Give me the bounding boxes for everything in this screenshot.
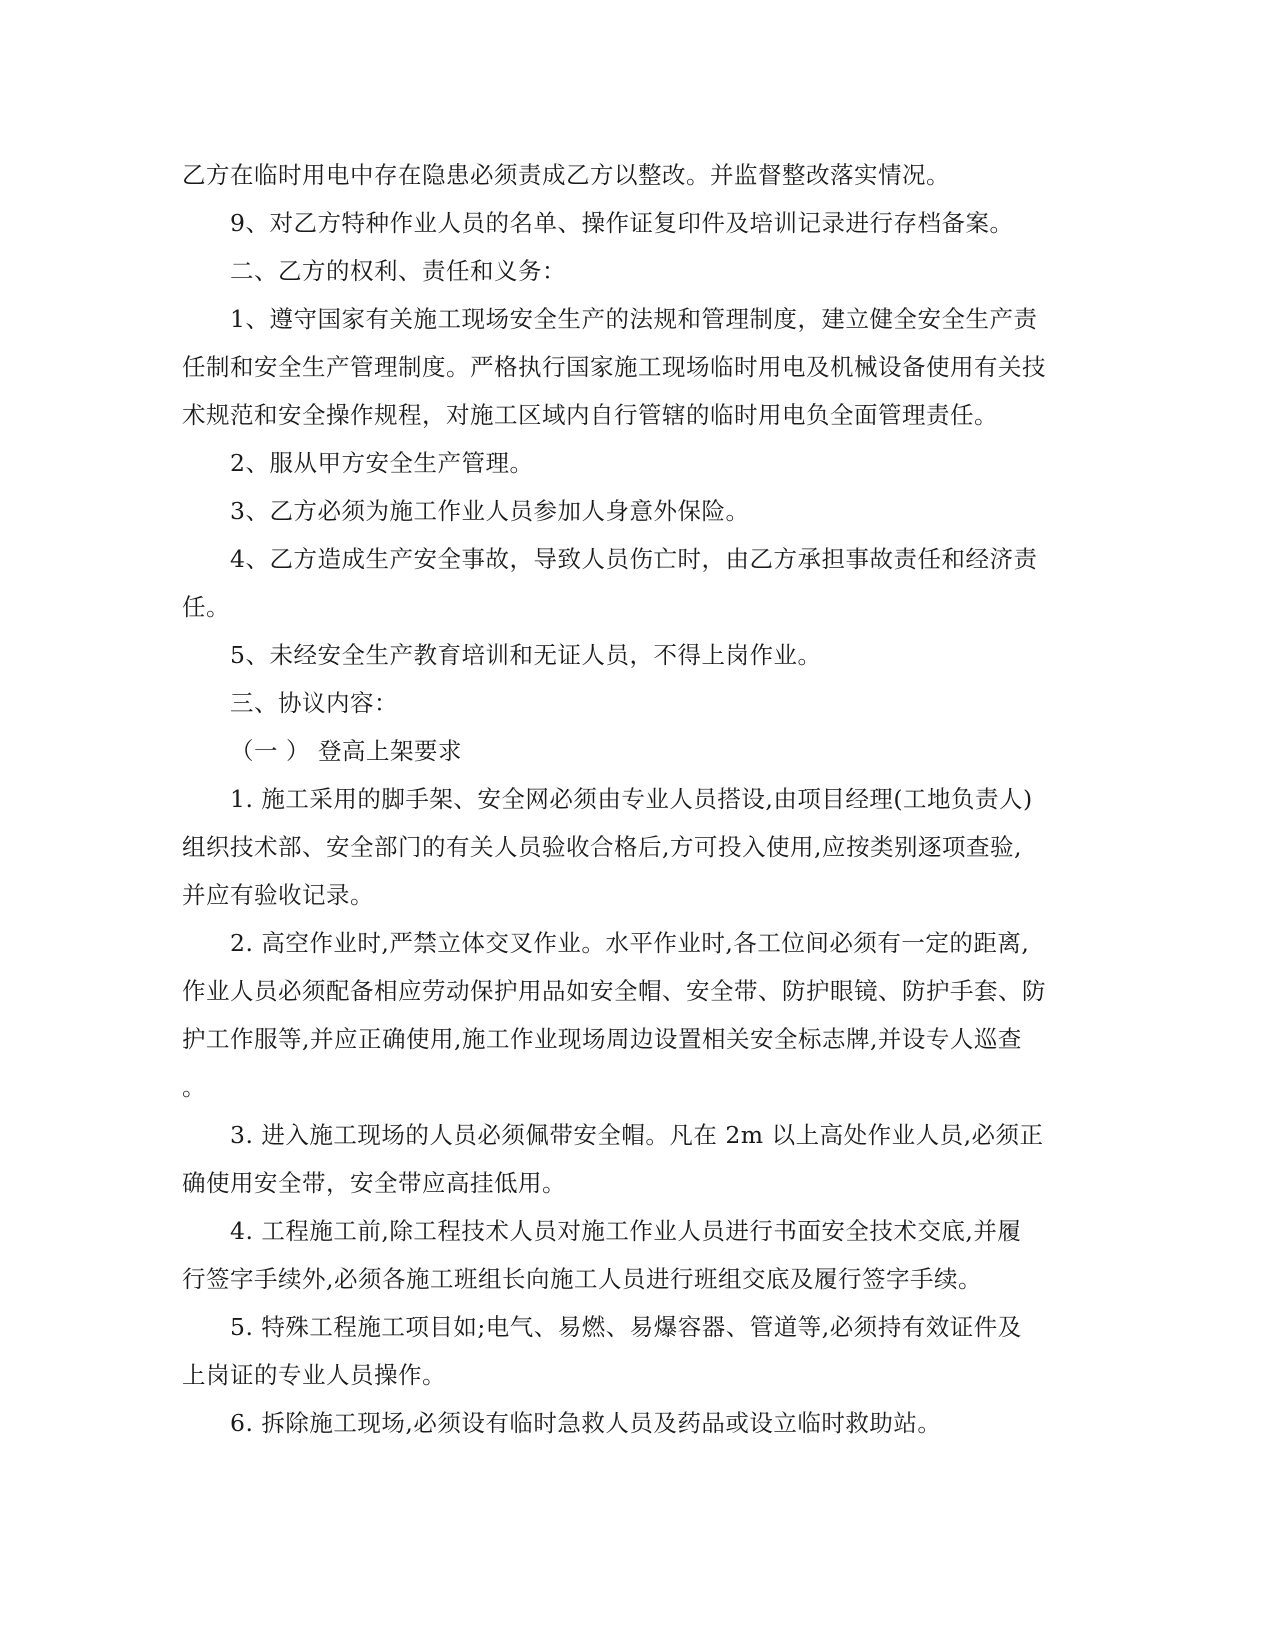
text-line: 3. 进入施工现场的人员必须佩带安全帽。凡在 2m 以上高处作业人员,必须正 bbox=[230, 1121, 1044, 1149]
section-heading: 三、协议内容： bbox=[230, 689, 398, 717]
text-line: 。 bbox=[182, 1073, 206, 1101]
text-line: 2、服从甲方安全生产管理。 bbox=[230, 449, 534, 477]
text-line: 5. 特殊工程施工项目如;电气、易燃、易爆容器、管道等,必须持有效证件及 bbox=[230, 1313, 1022, 1341]
text-line: 任。 bbox=[182, 593, 230, 621]
text-line: 并应有验收记录。 bbox=[182, 881, 374, 909]
text-line: 5、未经安全生产教育培训和无证人员，不得上岗作业。 bbox=[230, 641, 822, 669]
text-line: 6. 拆除施工现场,必须设有临时急救人员及药品或设立临时救助站。 bbox=[230, 1409, 942, 1437]
text-line: 1. 施工采用的脚手架、安全网必须由专业人员搭设,由项目经理(工地负责人) bbox=[230, 785, 1033, 813]
text-line: 2. 高空作业时,严禁立体交叉作业。水平作业时,各工位间必须有一定的距离, bbox=[230, 929, 1030, 957]
text-line: 任制和安全生产管理制度。严格执行国家施工现场临时用电及机械设备使用有关技 bbox=[182, 353, 1046, 381]
document-body bbox=[182, 151, 1087, 1447]
text-line: 护工作服等,并应正确使用,施工作业现场周边设置相关安全标志牌,并设专人巡查 bbox=[182, 1025, 1022, 1053]
text-line: 确使用安全带，安全带应高挂低用。 bbox=[182, 1169, 566, 1197]
text-line: 行签字手续外,必须各施工班组长向施工人员进行班组交底及履行签字手续。 bbox=[182, 1265, 982, 1293]
text-line: 作业人员必须配备相应劳动保护用品如安全帽、安全带、防护眼镜、防护手套、防 bbox=[182, 977, 1046, 1005]
text-line: 术规范和安全操作规程，对施工区域内自行管辖的临时用电负全面管理责任。 bbox=[182, 401, 998, 429]
subsection-heading: （一 ） 登高上架要求 bbox=[230, 737, 462, 765]
text-line: 乙方在临时用电中存在隐患必须责成乙方以整改。并监督整改落实情况。 bbox=[182, 161, 950, 189]
text-line: 9、对乙方特种作业人员的名单、操作证复印件及培训记录进行存档备案。 bbox=[230, 209, 1014, 237]
text-line: 3、乙方必须为施工作业人员参加人身意外保险。 bbox=[230, 497, 750, 525]
text-line: 4. 工程施工前,除工程技术人员对施工作业人员进行书面安全技术交底,并履 bbox=[230, 1217, 1022, 1245]
text-line: 上岗证的专业人员操作。 bbox=[182, 1361, 446, 1389]
text-line: 4、乙方造成生产安全事故，导致人员伤亡时，由乙方承担事故责任和经济责 bbox=[230, 545, 1038, 573]
text-line: 组织技术部、安全部门的有关人员验收合格后,方可投入使用,应按类别逐项查验, bbox=[182, 833, 1022, 861]
section-heading: 二、乙方的权利、责任和义务： bbox=[230, 257, 566, 285]
text-line: 1、遵守国家有关施工现场安全生产的法规和管理制度，建立健全安全生产责 bbox=[230, 305, 1038, 333]
